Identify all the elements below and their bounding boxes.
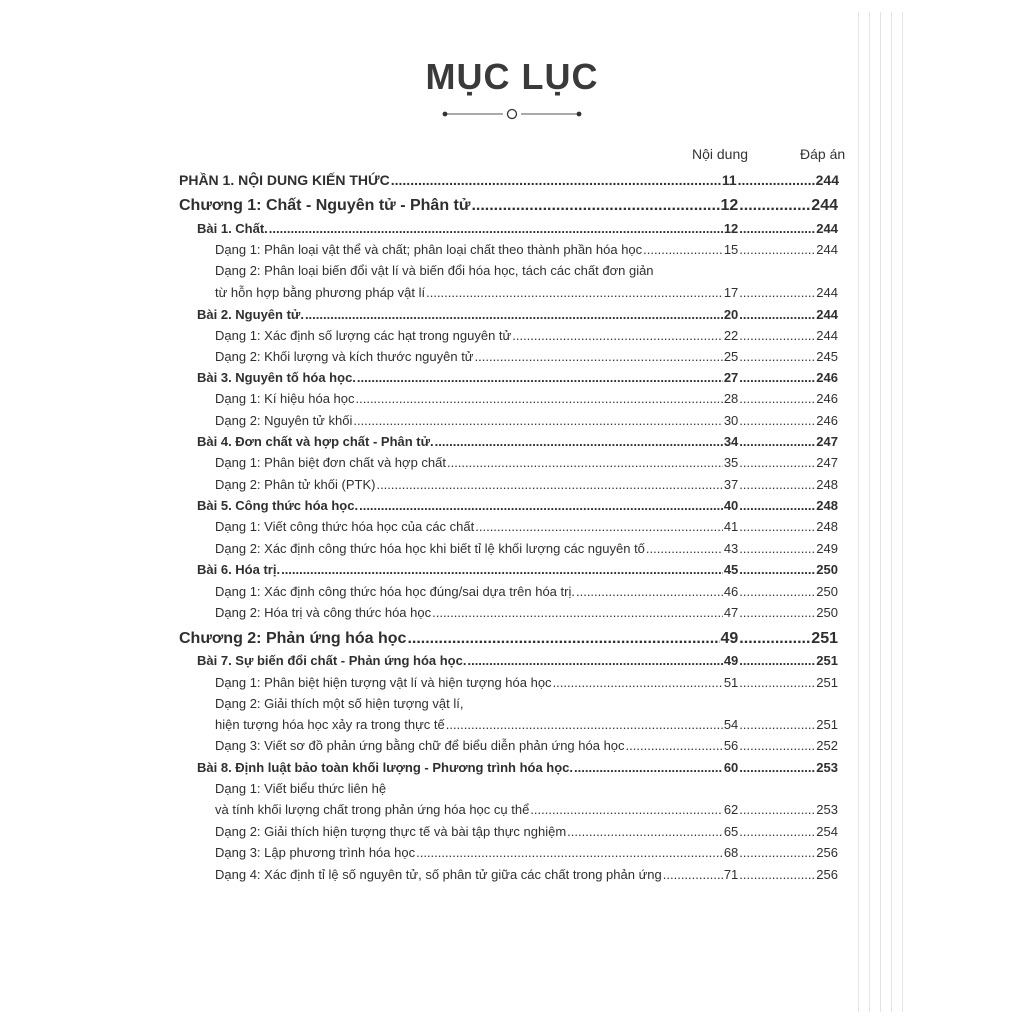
toc-dot-leader [512, 328, 723, 343]
toc-answer-page: 246 [816, 391, 838, 406]
toc-dot-leader [356, 391, 723, 406]
toc-page-number: 20 [723, 307, 739, 322]
column-header-answers: Đáp án [800, 146, 846, 162]
toc-entry-title: Dạng 1: Phân biệt hiện tượng vật lí và hiện tượng hóa học [215, 675, 552, 690]
toc-dot-leader [391, 172, 721, 188]
toc-entry-title: Dạng 1: Phân biệt đơn chất và hợp chất [215, 455, 446, 470]
toc-page-number: 49 [720, 630, 739, 647]
toc-answer-page: 256 [816, 845, 838, 860]
toc-entry-lesson[interactable] [197, 760, 838, 775]
toc-answer-page: 252 [816, 738, 838, 753]
toc-entry-title: Dạng 2: Giải thích hiện tượng thực tế và bài tập thực nghiệm [215, 824, 567, 839]
toc-page-number: 71 [723, 867, 739, 882]
toc-entry-title: Chương 2: Phản ứng hóa học [179, 630, 407, 647]
toc-page-number: 60 [723, 760, 739, 775]
toc-page-number: 43 [723, 541, 739, 556]
toc-entry-lesson[interactable] [197, 653, 838, 668]
toc-entry-dang[interactable] [215, 541, 838, 556]
toc-answer-page: 244 [816, 328, 838, 343]
toc-answer-page: 253 [816, 760, 838, 775]
toc-entry-dang[interactable] [215, 391, 838, 406]
toc-answer-page: 251 [816, 675, 838, 690]
toc-dot-leader [739, 477, 815, 492]
toc-dot-leader [475, 349, 723, 364]
toc-answer-page: 250 [816, 605, 838, 620]
toc-page-number: 12 [720, 197, 739, 214]
toc-dot-leader [357, 370, 723, 385]
toc-answer-page: 244 [816, 221, 838, 236]
toc-entry-lesson[interactable] [197, 370, 838, 385]
toc-dot-leader [432, 605, 723, 620]
toc-entry-title: Dạng 1: Phân loại vật thể và chất; phân loại chất theo thành phần hóa học [215, 242, 643, 257]
toc-entry-lesson[interactable] [197, 307, 838, 322]
column-header-content: Nội dung [692, 146, 749, 162]
toc-entry-dang[interactable] [215, 477, 838, 492]
toc-entry-dang[interactable] [215, 455, 838, 470]
toc-answer-page: 254 [816, 824, 838, 839]
toc-dot-leader [281, 562, 723, 577]
toc-page-number: 62 [723, 802, 739, 817]
toc-dot-leader [447, 455, 723, 470]
toc-entry-title: Dạng 1: Xác định công thức hóa học đúng/sai dựa trên hóa trị. [215, 584, 575, 599]
toc-dot-leader [739, 717, 815, 732]
toc-answer-page: 251 [811, 630, 838, 647]
toc-page-number: 28 [723, 391, 739, 406]
toc-entry-dang[interactable] [215, 605, 838, 620]
toc-dot-leader [435, 434, 723, 449]
toc-entry-title: Dạng 2: Phân tử khối (PTK) [215, 477, 376, 492]
toc-dot-leader [269, 221, 723, 236]
toc-dot-leader [739, 242, 815, 257]
toc-page-number: 68 [723, 845, 739, 860]
toc-dot-leader [530, 802, 723, 817]
toc-answer-page: 245 [816, 349, 838, 364]
toc-dot-leader [739, 328, 815, 343]
toc-answer-page: 256 [816, 867, 838, 882]
toc-page-number: 65 [723, 824, 739, 839]
toc-entry-title: Bài 2. Nguyên tử. [197, 307, 304, 322]
toc-dot-leader [739, 370, 815, 385]
toc-entry-title: Dạng 1: Kí hiệu hóa học [215, 391, 355, 406]
toc-entry-title: Bài 6. Hóa trị. [197, 562, 281, 577]
page-title: MỤC LỤC [425, 56, 599, 97]
toc-dot-leader [416, 845, 723, 860]
toc-page-number: 46 [723, 584, 739, 599]
toc-answer-page: 244 [816, 307, 838, 322]
toc-page-number: 11 [721, 172, 737, 188]
toc-dot-leader [739, 541, 815, 556]
toc-dot-leader [567, 824, 723, 839]
toc-dot-leader [471, 197, 719, 215]
toc-entry-title: Bài 3. Nguyên tố hóa học. [197, 370, 356, 385]
toc-dot-leader [739, 455, 815, 470]
toc-entry-dang[interactable] [215, 802, 838, 817]
toc-answer-page: 246 [816, 370, 838, 385]
toc-entry-lesson[interactable] [197, 562, 838, 577]
toc-entry-title: Dạng 2: Xác định công thức hóa học khi biết tỉ lệ khối lượng các nguyên tố [215, 541, 645, 556]
toc-dot-leader [446, 717, 723, 732]
toc-entry-dang[interactable] [215, 584, 838, 599]
toc-entry-continued-text: Dạng 1: Viết biểu thức liên hệ [215, 781, 387, 796]
toc-entry-title: Chương 1: Chất - Nguyên tử - Phân tử [179, 197, 471, 214]
toc-entry-title: Dạng 3: Viết sơ đồ phản ứng bằng chữ để biểu diễn phản ứng hóa học [215, 738, 625, 753]
toc-dot-leader [739, 562, 815, 577]
toc-dot-leader [407, 630, 719, 648]
toc-dot-leader [739, 197, 810, 215]
toc-answer-page: 251 [816, 653, 838, 668]
toc-entry-dang[interactable] [215, 717, 838, 732]
toc-page-number: 15 [723, 242, 739, 257]
toc-dot-leader [739, 760, 815, 775]
toc-entry-title: Dạng 2: Nguyên tử khối [215, 413, 353, 428]
toc-dot-leader [739, 307, 815, 322]
toc-dot-leader [739, 349, 815, 364]
toc-entry-dang[interactable] [215, 285, 838, 300]
toc-dot-leader [663, 867, 723, 882]
toc-page-number: 45 [723, 562, 739, 577]
toc-dot-leader [376, 477, 722, 492]
toc-dot-leader [739, 285, 815, 300]
toc-entry-part[interactable] [179, 172, 839, 188]
toc-entry-lesson[interactable] [197, 434, 838, 449]
toc-entry-dang[interactable] [215, 824, 838, 839]
toc-entry-title: Bài 5. Công thức hóa học. [197, 498, 359, 513]
toc-page-number: 51 [723, 675, 739, 690]
toc-entry-dang[interactable] [215, 519, 838, 534]
toc-entry-dang[interactable] [215, 845, 838, 860]
toc-page-number: 35 [723, 455, 739, 470]
toc-answer-page: 247 [816, 434, 838, 449]
toc-entry-title: Dạng 1: Viết công thức hóa học của các chất [215, 519, 475, 534]
toc-page-number: 25 [723, 349, 739, 364]
toc-entry-title: Dạng 3: Lập phương trình hóa học [215, 845, 416, 860]
toc-entry-dang[interactable] [215, 349, 838, 364]
toc-answer-page: 253 [816, 802, 838, 817]
toc-entry-title: Bài 4. Đơn chất và hợp chất - Phân tử. [197, 434, 434, 449]
toc-dot-leader [739, 845, 815, 860]
toc-dot-leader [643, 242, 723, 257]
toc-entry-title: và tính khối lượng chất trong phản ứng hóa học cụ thể [215, 802, 530, 817]
toc-page-number: 27 [723, 370, 739, 385]
toc-dot-leader [353, 413, 722, 428]
toc-dot-leader [576, 584, 723, 599]
toc-entry-title: Dạng 2: Hóa trị và công thức hóa học [215, 605, 432, 620]
toc-dot-leader [739, 391, 815, 406]
toc-dot-leader [739, 584, 815, 599]
toc-entry-lesson[interactable] [197, 498, 838, 513]
toc-dot-leader [738, 172, 815, 188]
toc-entry-dang[interactable] [215, 413, 838, 428]
toc-dot-leader [305, 307, 723, 322]
toc-page-number: 22 [723, 328, 739, 343]
toc-dot-leader [359, 498, 723, 513]
toc-entry-dang[interactable] [215, 738, 838, 753]
toc-dot-leader [739, 498, 815, 513]
toc-entry-title: PHẦN 1. NỘI DUNG KIẾN THỨC [179, 172, 390, 188]
toc-page-number: 17 [723, 285, 739, 300]
toc-dot-leader [553, 675, 723, 690]
toc-entry-title: Bài 8. Định luật bảo toàn khối lượng - Phương trình hóa học. [197, 760, 574, 775]
toc-dot-leader [739, 630, 810, 648]
toc-entry-lesson[interactable] [197, 221, 838, 236]
toc-answer-page: 246 [816, 413, 838, 428]
toc-entry-title: Bài 7. Sự biến đổi chất - Phản ứng hóa học. [197, 653, 467, 668]
toc-dot-leader [739, 434, 815, 449]
toc-entry-title: Dạng 2: Khối lượng và kích thước nguyên tử [215, 349, 474, 364]
toc-dot-leader [739, 675, 815, 690]
toc-entry-title: Dạng 1: Xác định số lượng các hạt trong nguyên tử [215, 328, 512, 343]
toc-entry-dang[interactable] [215, 867, 838, 882]
toc-dot-leader [626, 738, 723, 753]
toc-answer-page: 244 [811, 197, 838, 214]
toc-answer-page: 244 [816, 285, 838, 300]
toc-page-number: 30 [723, 413, 739, 428]
toc-page-number: 49 [723, 653, 739, 668]
toc-entry-chapter[interactable] [179, 630, 838, 648]
toc-answer-page: 244 [816, 242, 838, 257]
toc-entry-continued-text: Dạng 2: Giải thích một số hiện tượng vật lí, [215, 696, 464, 711]
toc-answer-page: 250 [816, 562, 838, 577]
toc-answer-page: 249 [816, 541, 838, 556]
toc-entry-title: từ hỗn hợp bằng phương pháp vật lí [215, 285, 426, 300]
toc-dot-leader [739, 413, 815, 428]
toc-answer-page: 250 [816, 584, 838, 599]
toc-answer-page: 251 [816, 717, 838, 732]
toc-answer-page: 248 [816, 498, 838, 513]
toc-page-number: 12 [723, 221, 739, 236]
toc-page-number: 34 [723, 434, 739, 449]
toc-dot-leader [739, 738, 815, 753]
toc-entry-title: hiện tượng hóa học xảy ra trong thực tế [215, 717, 445, 732]
toc-answer-page: 248 [816, 477, 838, 492]
toc-dot-leader [467, 653, 722, 668]
toc-dot-leader [646, 541, 723, 556]
toc-answer-page: 247 [816, 455, 838, 470]
toc-answer-page: 244 [815, 172, 839, 188]
toc-dot-leader [739, 867, 815, 882]
toc-page-number: 41 [723, 519, 739, 534]
toc-entry-dang[interactable] [215, 242, 838, 257]
toc-entry-dang[interactable] [215, 675, 838, 690]
toc-entry-title: Bài 1. Chất. [197, 221, 268, 236]
toc-page-number: 40 [723, 498, 739, 513]
toc-dot-leader [739, 221, 815, 236]
toc-dot-leader [739, 824, 815, 839]
toc-page-number: 54 [723, 717, 739, 732]
toc-page-number: 56 [723, 738, 739, 753]
toc-dot-leader [739, 802, 815, 817]
toc-dot-leader [574, 760, 723, 775]
toc-entry-dang[interactable] [215, 328, 838, 343]
toc-dot-leader [475, 519, 723, 534]
toc-entry-continued-text: Dạng 2: Phân loại biến đổi vật lí và biến đổi hóa học, tách các chất đơn giản [215, 263, 654, 278]
toc-page-number: 47 [723, 605, 739, 620]
toc-dot-leader [739, 605, 815, 620]
toc-dot-leader [739, 519, 815, 534]
toc-dot-leader [739, 653, 815, 668]
toc-dot-leader [426, 285, 723, 300]
toc-entry-title: Dạng 4: Xác định tỉ lệ số nguyên tử, số phân tử giữa các chất trong phản ứng [215, 867, 662, 882]
toc-page-number: 37 [723, 477, 739, 492]
toc-entry-chapter[interactable] [179, 197, 838, 215]
toc-answer-page: 248 [816, 519, 838, 534]
